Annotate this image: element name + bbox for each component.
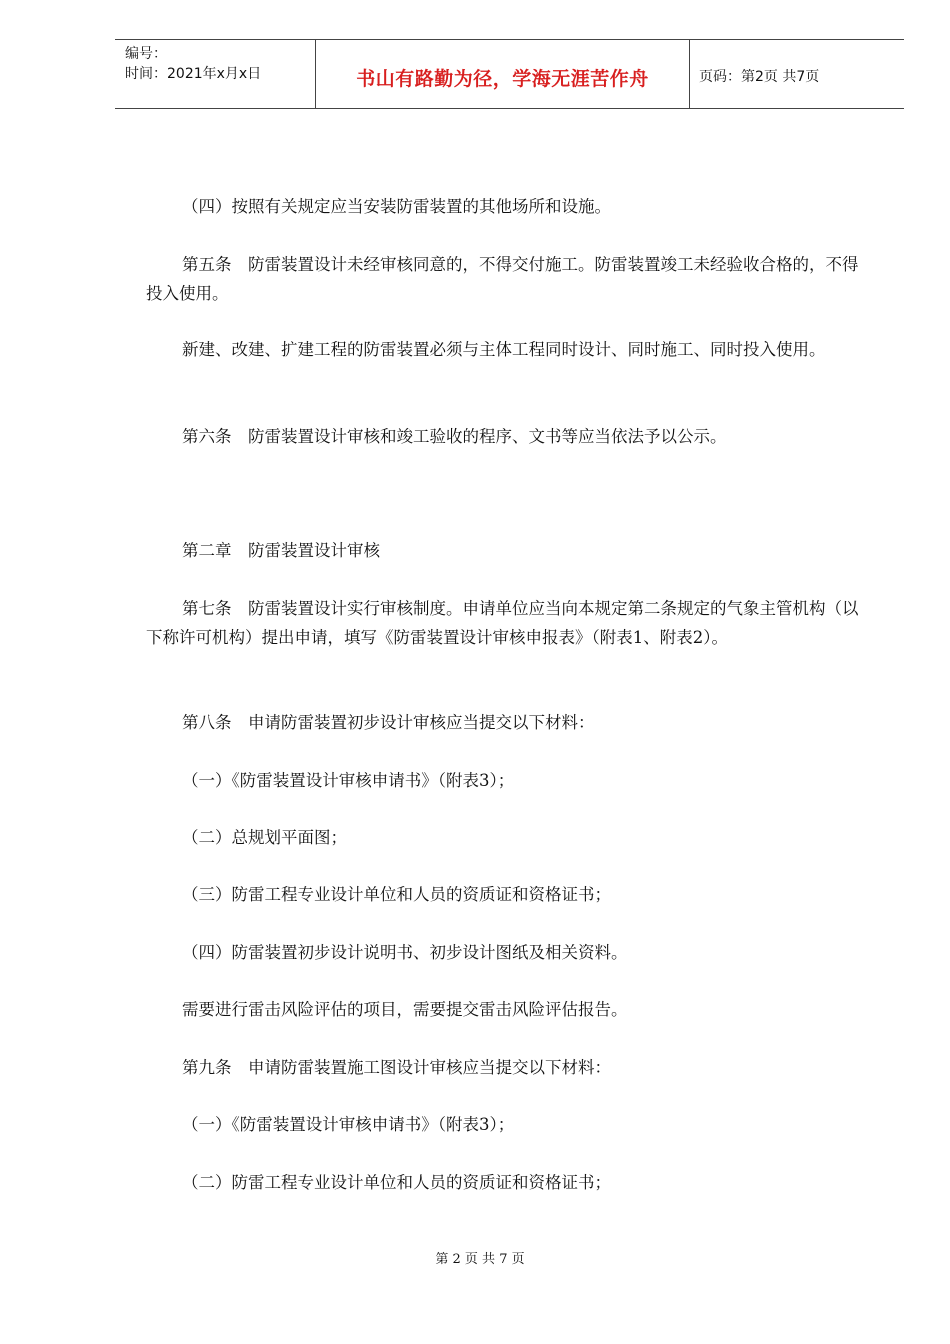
- page-header: [115, 39, 904, 109]
- motto-text: 书山有路勤为径，学海无涯苦作舟: [356, 68, 649, 90]
- paragraph: 新建、改建、扩建工程的防雷装置必须与主体工程同时设计、同时施工、同时投入使用。: [182, 340, 826, 359]
- paragraph: 第九条 申请防雷装置施工图设计审核应当提交以下材料：: [182, 1058, 611, 1077]
- list-item: （二）防雷工程专业设计单位和人员的资质证和资格证书；: [182, 1173, 611, 1192]
- time-label: 时间：2021年x月x日: [125, 66, 262, 82]
- paragraph: 需要进行雷击风险评估的项目，需要提交雷击风险评估报告。: [182, 1000, 628, 1019]
- list-item: （四）防雷装置初步设计说明书、初步设计图纸及相关资料。: [182, 943, 628, 962]
- list-item: （三）防雷工程专业设计单位和人员的资质证和资格证书；: [182, 885, 611, 904]
- header-page: [690, 40, 904, 108]
- header-meta: [115, 40, 316, 108]
- paragraph: （四）按照有关规定应当安装防雷装置的其他场所和设施。: [182, 197, 611, 216]
- chapter-heading: 第二章 防雷装置设计审核: [182, 541, 380, 560]
- page-footer: 第 2 页 共 7 页: [435, 1252, 525, 1267]
- paragraph: 第六条 防雷装置设计审核和竣工验收的程序、文书等应当依法予以公示。: [182, 427, 727, 446]
- page-label: 页码：第2页 共7页: [699, 69, 820, 85]
- header-motto: [316, 40, 690, 108]
- paragraph: 第七条 防雷装置设计实行审核制度。申请单位应当向本规定第二条规定的气象主管机构（以下称许可机构）提出申请，填写《防雷装置设计审核申报表》（附表1、附表2）。: [146, 599, 859, 647]
- paragraph: 第八条 申请防雷装置初步设计审核应当提交以下材料：: [182, 713, 595, 732]
- paragraph: 第五条 防雷装置设计未经审核同意的，不得交付施工。防雷装置竣工未经验收合格的，不得投入使用。: [146, 255, 859, 303]
- list-item: （一）《防雷装置设计审核申请书》（附表3）；: [182, 771, 515, 790]
- list-item: （二）总规划平面图；: [182, 828, 347, 847]
- list-item: （一）《防雷装置设计审核申请书》（附表3）；: [182, 1115, 515, 1134]
- code-label: 编号：: [125, 46, 167, 62]
